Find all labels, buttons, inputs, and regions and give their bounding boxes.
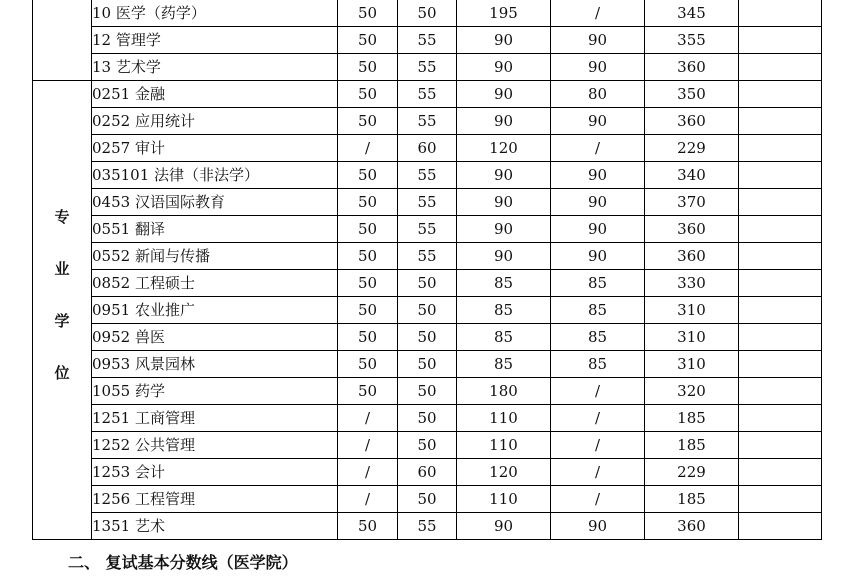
score-cell: 60 [398,135,457,162]
score-cell: 50 [338,27,398,54]
score-cell: 90 [551,189,645,216]
score-cell: 50 [338,189,398,216]
score-cell: 85 [551,351,645,378]
score-cell: / [551,378,645,405]
score-cell: / [551,405,645,432]
group-label-char: 学 [54,312,70,330]
score-cell: 90 [551,27,645,54]
table-row [33,243,822,270]
subject-name-cell: 0453 汉语国际教育 [92,189,338,216]
score-cell: 90 [551,54,645,81]
score-cell: / [338,459,398,486]
empty-cell [739,54,822,81]
score-cell: 90 [457,189,551,216]
empty-cell [739,243,822,270]
subject-name-cell: 0552 新闻与传播 [92,243,338,270]
score-cell: 50 [338,378,398,405]
group-label-char: 专 [54,208,70,226]
empty-cell [739,216,822,243]
table-row [33,378,822,405]
score-cell: 85 [551,324,645,351]
subject-name-cell: 1256 工程管理 [92,486,338,513]
subject-name-cell: 10 医学（药学） [92,0,338,27]
score-cell: 85 [457,351,551,378]
table-row [33,0,822,27]
score-cell: / [551,432,645,459]
total-score-cell: 310 [645,324,739,351]
total-score-cell: 360 [645,216,739,243]
score-cell: 50 [338,270,398,297]
total-score-cell: 229 [645,135,739,162]
score-cell: / [551,486,645,513]
subject-name-cell: 0551 翻译 [92,216,338,243]
subject-name-cell: 13 艺术学 [92,54,338,81]
total-score-cell: 340 [645,162,739,189]
score-cell: 85 [551,270,645,297]
score-cell: 50 [338,216,398,243]
subject-name-cell: 0951 农业推广 [92,297,338,324]
score-cell: 180 [457,378,551,405]
score-cell: 50 [338,54,398,81]
group-label-char: 位 [54,364,70,382]
table-row [33,486,822,513]
table-row [33,432,822,459]
score-cell: 50 [338,81,398,108]
score-cell: 195 [457,0,551,27]
score-cell: 50 [338,324,398,351]
score-cell: / [338,486,398,513]
score-cell: / [338,135,398,162]
table-row [33,297,822,324]
subject-name-cell: 0952 兽医 [92,324,338,351]
total-score-cell: 310 [645,297,739,324]
table-row [33,108,822,135]
subject-name-cell: 1251 工商管理 [92,405,338,432]
empty-cell [739,351,822,378]
subject-name-cell: 1351 艺术 [92,513,338,540]
empty-cell [739,405,822,432]
score-cell: 55 [398,243,457,270]
score-line-table [32,0,822,540]
group-label-spacer [33,81,91,191]
empty-cell [739,297,822,324]
score-cell: 90 [457,216,551,243]
total-score-cell: 229 [645,459,739,486]
group-label-char: 业 [54,260,70,278]
score-cell: 80 [551,81,645,108]
score-cell: 55 [398,108,457,135]
score-cell: 50 [338,351,398,378]
score-cell: 90 [457,81,551,108]
score-cell: 50 [398,378,457,405]
empty-cell [739,81,822,108]
empty-cell [739,459,822,486]
score-cell: 50 [398,0,457,27]
table-row [33,459,822,486]
total-score-cell: 350 [645,81,739,108]
total-score-cell: 355 [645,27,739,54]
score-cell: 50 [338,243,398,270]
score-cell: 50 [338,297,398,324]
score-cell: 110 [457,405,551,432]
subject-name-cell: 0852 工程硕士 [92,270,338,297]
total-score-cell: 330 [645,270,739,297]
empty-cell [739,27,822,54]
score-cell: 90 [457,108,551,135]
score-cell: 85 [457,324,551,351]
score-cell: 60 [398,459,457,486]
table-row [33,513,822,540]
score-cell: 90 [551,243,645,270]
table-row [33,351,822,378]
score-cell: 90 [551,216,645,243]
score-cell: 90 [457,162,551,189]
total-score-cell: 185 [645,432,739,459]
score-cell: 55 [398,162,457,189]
total-score-cell: 345 [645,0,739,27]
total-score-cell: 310 [645,351,739,378]
score-cell: 55 [398,54,457,81]
total-score-cell: 185 [645,486,739,513]
total-score-cell: 360 [645,243,739,270]
score-cell: 50 [398,405,457,432]
score-cell: 50 [398,324,457,351]
academic-group-cell [33,0,92,81]
score-cell: 50 [338,0,398,27]
score-cell: 90 [457,513,551,540]
score-cell: 50 [338,513,398,540]
score-cell: 85 [457,297,551,324]
total-score-cell: 370 [645,189,739,216]
subject-name-cell: 1055 药学 [92,378,338,405]
score-cell: 50 [398,432,457,459]
score-cell: 90 [551,513,645,540]
score-cell: 120 [457,459,551,486]
empty-cell [739,0,822,27]
total-score-cell: 185 [645,405,739,432]
score-cell: 55 [398,216,457,243]
empty-cell [739,270,822,297]
empty-cell [739,513,822,540]
empty-cell [739,162,822,189]
empty-cell [739,135,822,162]
total-score-cell: 360 [645,513,739,540]
table-row [33,162,822,189]
score-cell: 85 [457,270,551,297]
empty-cell [739,486,822,513]
score-cell: 90 [457,243,551,270]
subject-name-cell: 035101 法律（非法学） [92,162,338,189]
professional-degree-group-cell [33,81,92,540]
empty-cell [739,378,822,405]
subject-name-cell: 0257 审计 [92,135,338,162]
score-cell: 90 [457,27,551,54]
subject-name-cell: 0251 金融 [92,81,338,108]
score-cell: / [338,432,398,459]
subject-name-cell: 1252 公共管理 [92,432,338,459]
table-row [33,189,822,216]
score-cell: 50 [398,270,457,297]
table-row [33,216,822,243]
score-cell: / [551,0,645,27]
section-heading: 二、 复试基本分数线（医学院） [68,553,298,572]
total-score-cell: 360 [645,54,739,81]
score-cell: 90 [551,162,645,189]
score-cell: 50 [398,351,457,378]
score-cell: 90 [551,108,645,135]
subject-name-cell: 12 管理学 [92,27,338,54]
table-row [33,324,822,351]
score-cell: / [338,405,398,432]
score-cell: 110 [457,486,551,513]
score-cell: 55 [398,27,457,54]
empty-cell [739,432,822,459]
table-row [33,270,822,297]
score-cell: 50 [398,486,457,513]
empty-cell [739,108,822,135]
empty-cell [739,189,822,216]
score-cell: 55 [398,513,457,540]
total-score-cell: 360 [645,108,739,135]
empty-cell [739,324,822,351]
score-cell: 50 [398,297,457,324]
score-cell: 50 [338,108,398,135]
table-row [33,405,822,432]
score-cell: / [551,135,645,162]
table-row [33,135,822,162]
total-score-cell: 320 [645,378,739,405]
score-cell: 110 [457,432,551,459]
subject-name-cell: 0953 风景园林 [92,351,338,378]
score-cell: 50 [338,162,398,189]
table-row [33,81,822,108]
subject-name-cell: 1253 会计 [92,459,338,486]
score-cell: 120 [457,135,551,162]
score-cell: 55 [398,189,457,216]
score-cell: 90 [457,54,551,81]
table-row [33,27,822,54]
table-body [33,0,822,540]
table-row [33,54,822,81]
score-cell: 55 [398,81,457,108]
score-cell: 85 [551,297,645,324]
score-cell: / [551,459,645,486]
subject-name-cell: 0252 应用统计 [92,108,338,135]
